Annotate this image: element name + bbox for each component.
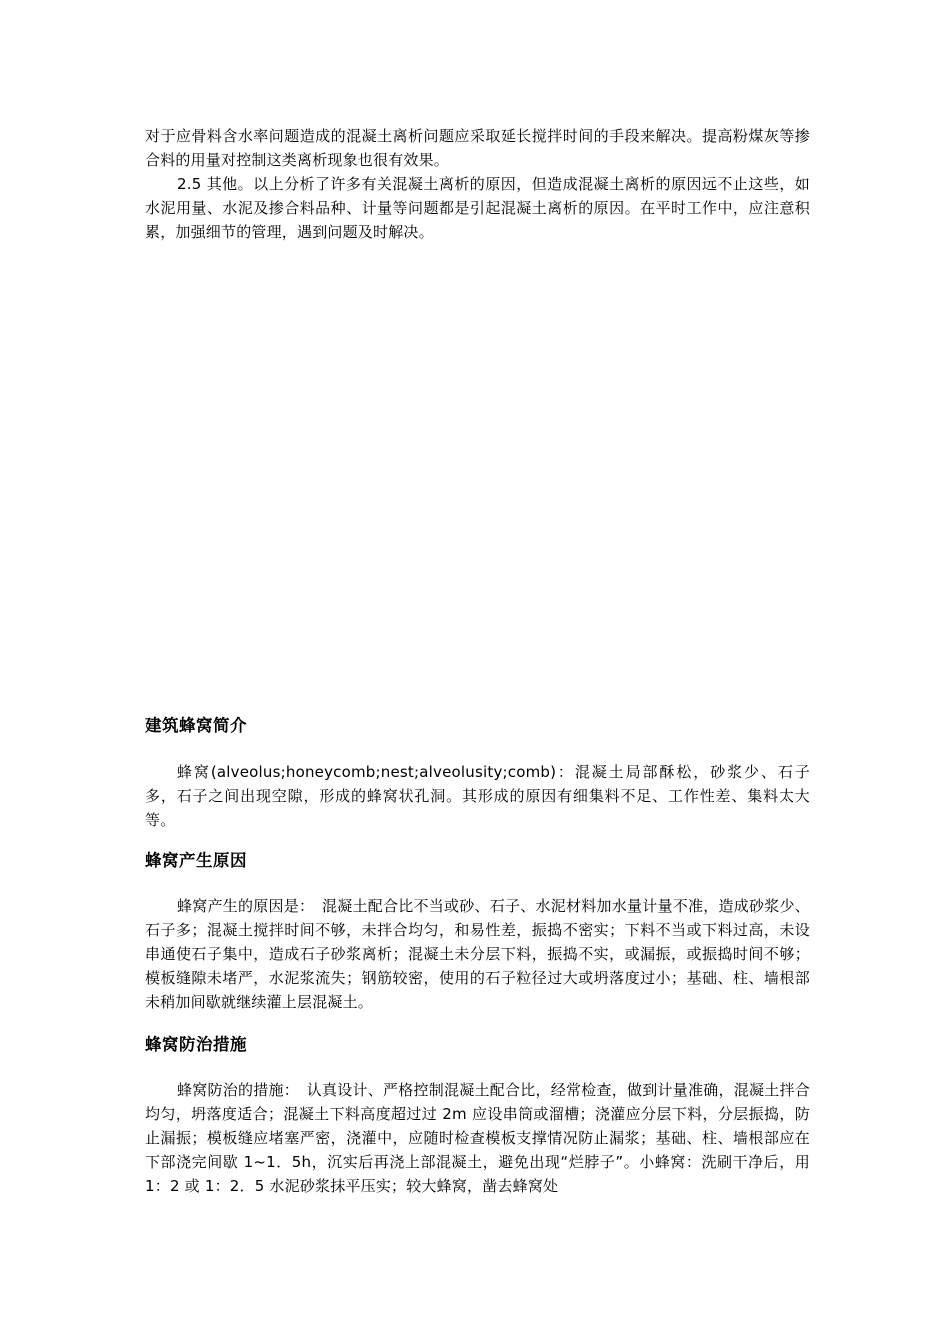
section-paragraph: 蜂窝防治的措施： 认真设计、严格控制混凝土配合比，经常检查，做到计量准确，混凝土拌合均匀，坍落度适合；混凝土下料高度超过过 2m 应设串筒或溜槽；浇灌应分层下料，分层振捣，防止漏振；模板缝应堵塞严密，浇灌中，应随时检查模板支撑情况防止漏浆；基础、柱、墙根部应在下部浇完间歇 1~1．5h，沉实后再浇上部混凝土，避免出现“烂脖子”。小蜂窝：洗刷干净后，用 1：2 或 1：2．5 水泥砂浆抹平压实；较大蜂窝，凿去蜂窝处	[145, 1081, 810, 1195]
paragraph-2-5-other: 2.5 其他。以上分析了许多有关混凝土离析的原因，但造成混凝土离析的原因远不止这些，如水泥用量、水泥及掺合料品种、计量等问题都是引起混凝土离析的原因。在平时工作中，应注意积累，加强细节的管理，遇到问题及时解决。	[145, 175, 810, 241]
section-heading: 蜂窝产生原因	[145, 851, 247, 870]
section-honeycomb-causes	[145, 849, 810, 873]
section-heading: 建筑蜂窝简介	[145, 716, 247, 735]
section-honeycomb-prevention-body	[145, 1078, 810, 1198]
section-honeycomb-intro	[145, 714, 810, 738]
section-honeycomb-prevention	[145, 1033, 810, 1057]
section-paragraph: 蜂窝(alveolus;honeycomb;nest;alveolusity;comb)：混凝土局部酥松，砂浆少、石子多，石子之间出现空隙，形成的蜂窝状孔洞。其形成的原因有细集料不足、工作性差、集料太大等。	[145, 763, 810, 829]
section-honeycomb-causes-body	[145, 894, 810, 1014]
section-heading: 蜂窝防治措施	[145, 1035, 247, 1054]
top-section	[145, 124, 810, 244]
section-honeycomb-intro-body	[145, 760, 810, 832]
paragraph-aggregate-moisture: 对于应骨料含水率问题造成的混凝土离析问题应采取延长搅拌时间的手段来解决。提高粉煤灰等掺合料的用量对控制这类离析现象也很有效果。	[145, 127, 810, 169]
section-paragraph: 蜂窝产生的原因是： 混凝土配合比不当或砂、石子、水泥材料加水量计量不准，造成砂浆少、石子多；混凝土搅拌时间不够，未拌合均匀，和易性差，振捣不密实；下料不当或下料过高，未设串通使石子集中，造成石子砂浆离析；混凝土未分层下料，振捣不实，或漏振，或振捣时间不够；模板缝隙未堵严，水泥浆流失；钢筋较密，使用的石子粒径过大或坍落度过小；基础、柱、墙根部未稍加间歇就继续灌上层混凝土。	[145, 897, 810, 1011]
